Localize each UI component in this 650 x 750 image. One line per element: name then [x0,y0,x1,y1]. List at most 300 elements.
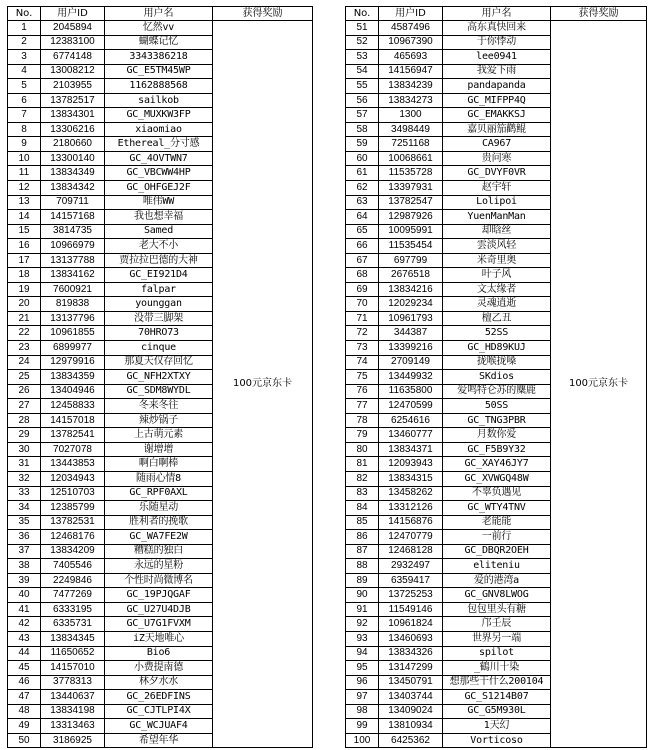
row-number: 94 [346,646,379,661]
row-number: 26 [8,384,41,399]
user-id-cell: 12385799 [41,501,105,516]
row-number: 38 [8,559,41,574]
row-number: 27 [8,399,41,414]
row-number: 85 [346,515,379,530]
user-id-cell: 13312126 [379,501,443,516]
username-cell: pandapanda [443,79,551,94]
row-number: 40 [8,588,41,603]
username-cell: Lolipoi [443,195,551,210]
row-number: 66 [346,239,379,254]
username-cell: 拢喉拢嗓 [443,355,551,370]
row-number: 50 [8,733,41,748]
username-cell: younggan [105,297,213,312]
user-id-cell: 13834239 [379,79,443,94]
username-cell: 叶子风 [443,268,551,283]
user-id-cell: 10095991 [379,224,443,239]
username-cell: GC_19PJQGAF [105,588,213,603]
row-number: 48 [8,704,41,719]
username-cell: 邝壬辰 [443,617,551,632]
row-number: 91 [346,602,379,617]
user-id-cell: 14156876 [379,515,443,530]
header-no: No. [8,7,41,21]
user-id-cell: 13440637 [41,690,105,705]
table-body [8,21,313,748]
username-cell: GC_F5B9Y32 [443,442,551,457]
user-id-cell: 7477269 [41,588,105,603]
username-cell: 贾拉拉巴德的大神 [105,253,213,268]
username-cell: xiaomiao [105,122,213,137]
row-number: 62 [346,181,379,196]
username-cell: 永远的星粉 [105,559,213,574]
table-body [346,21,647,748]
username-cell: GC_MUXKW3FP [105,108,213,123]
user-id-cell: 10961824 [379,617,443,632]
username-cell: GC_U27U4DJB [105,602,213,617]
user-id-cell: 12383100 [41,35,105,50]
username-cell: 3343386218 [105,50,213,65]
username-cell: 糟糕的独白 [105,544,213,559]
row-number: 74 [346,355,379,370]
row-number: 73 [346,341,379,356]
username-cell: 老大不小 [105,239,213,254]
user-id-cell: 709711 [41,195,105,210]
header-user-id: 用户ID [41,7,105,21]
username-cell: 高东真快回来 [443,21,551,36]
user-id-cell: 13782517 [41,93,105,108]
user-id-cell: 13834273 [379,93,443,108]
row-number: 49 [8,719,41,734]
user-id-cell: 13834216 [379,282,443,297]
header-username: 用户名 [105,7,213,21]
username-cell: iZ天地唯心 [105,631,213,646]
row-number: 51 [346,21,379,36]
row-number: 10 [8,151,41,166]
row-number: 41 [8,602,41,617]
username-cell: 米奇里奥 [443,253,551,268]
username-cell: 赵宇轩 [443,181,551,196]
user-id-cell: 7600921 [41,282,105,297]
row-number: 12 [8,181,41,196]
user-id-cell: 3498449 [379,122,443,137]
username-cell: GC_MIFPP4Q [443,93,551,108]
user-id-cell: 6359417 [379,573,443,588]
username-cell: 檀乙丑 [443,311,551,326]
row-number: 76 [346,384,379,399]
username-cell: 忆然vv [105,21,213,36]
user-id-cell: 3186925 [41,733,105,748]
user-id-cell: 13834326 [379,646,443,661]
row-number: 33 [8,486,41,501]
username-cell: 个性时尚微博名 [105,573,213,588]
row-number: 39 [8,573,41,588]
user-id-cell: 6333195 [41,602,105,617]
username-cell: 灵魂逍逝 [443,297,551,312]
user-id-cell: 13137796 [41,311,105,326]
user-id-cell: 14157168 [41,210,105,225]
user-id-cell: 14157018 [41,413,105,428]
row-number: 59 [346,137,379,152]
header-prize: 获得奖励 [551,7,647,21]
username-cell: GC_GNV8LWOG [443,588,551,603]
row-number: 4 [8,64,41,79]
username-cell: 嘉贝丽笳鹳鲲 [443,122,551,137]
user-id-cell: 819838 [41,297,105,312]
row-number: 92 [346,617,379,632]
username-cell: GC_OHFGEJ2F [105,181,213,196]
row-number: 30 [8,442,41,457]
row-number: 9 [8,137,41,152]
username-cell: 啊白啊棒 [105,457,213,472]
row-number: 75 [346,370,379,385]
username-cell: 1162888568 [105,79,213,94]
row-number: 100 [346,733,379,748]
username-cell: 冬来冬往 [105,399,213,414]
header-prize: 获得奖励 [213,7,313,21]
row-number: 68 [346,268,379,283]
username-cell: 1天幻 [443,719,551,734]
username-cell: GC_U7G1FVXM [105,617,213,632]
username-cell: 却晗丝 [443,224,551,239]
username-cell: 那夏天仅存回忆 [105,355,213,370]
user-id-cell: 2709149 [379,355,443,370]
username-cell: 包包里头有糖 [443,602,551,617]
username-cell: GC_26EDFINS [105,690,213,705]
user-id-cell: 13834315 [379,471,443,486]
user-id-cell: 344387 [379,326,443,341]
row-number: 20 [8,297,41,312]
username-cell: 想那些干什么200104 [443,675,551,690]
row-number: 54 [346,64,379,79]
user-id-cell: 11535728 [379,166,443,181]
username-cell: GC_SDM8WYDL [105,384,213,399]
user-id-cell: 12979916 [41,355,105,370]
username-cell: 50SS [443,399,551,414]
username-cell: GC_CJTLPI4X [105,704,213,719]
user-id-cell: 3814735 [41,224,105,239]
user-id-cell: 2932497 [379,559,443,574]
row-number: 86 [346,530,379,545]
username-cell: 随雨心情8 [105,471,213,486]
row-number: 7 [8,108,41,123]
username-cell: _鶴川十染 [443,661,551,676]
user-id-cell: 12470599 [379,399,443,414]
row-number: 61 [346,166,379,181]
username-cell: 上古萌元素 [105,428,213,443]
user-id-cell: 13404946 [41,384,105,399]
row-number: 60 [346,151,379,166]
user-id-cell: 2045894 [41,21,105,36]
user-id-cell: 4587496 [379,21,443,36]
row-number: 32 [8,471,41,486]
user-id-cell: 11549146 [379,602,443,617]
row-number: 21 [8,311,41,326]
row-number: 6 [8,93,41,108]
username-cell: 月数你爱 [443,428,551,443]
user-id-cell: 2676518 [379,268,443,283]
row-number: 95 [346,661,379,676]
prize-cell: 100元京东卡 [213,21,313,748]
row-number: 44 [8,646,41,661]
username-cell: Bio6 [105,646,213,661]
username-cell: 爱鸣特仑苏的麋鹿 [443,384,551,399]
row-number: 8 [8,122,41,137]
username-cell: 没带三脚架 [105,311,213,326]
user-id-cell: 11650652 [41,646,105,661]
row-number: 3 [8,50,41,65]
username-cell: 雲淡风轻 [443,239,551,254]
row-number: 11 [8,166,41,181]
username-cell: GC_WCJUAF4 [105,719,213,734]
user-id-cell: 13147299 [379,661,443,676]
user-id-cell: 13725253 [379,588,443,603]
row-number: 79 [346,428,379,443]
username-cell: spilot [443,646,551,661]
row-number: 1 [8,21,41,36]
row-number: 14 [8,210,41,225]
user-id-cell: 13834209 [41,544,105,559]
row-number: 29 [8,428,41,443]
user-id-cell: 13834162 [41,268,105,283]
row-number: 97 [346,690,379,705]
user-id-cell: 13137788 [41,253,105,268]
row-number: 19 [8,282,41,297]
user-id-cell: 13403744 [379,690,443,705]
username-cell: GC_RPF0AXL [105,486,213,501]
user-id-cell: 13782547 [379,195,443,210]
row-number: 55 [346,79,379,94]
row-number: 98 [346,704,379,719]
user-id-cell: 14156947 [379,64,443,79]
user-id-cell: 6425362 [379,733,443,748]
user-id-cell: 2249846 [41,573,105,588]
username-cell: Samed [105,224,213,239]
username-cell: GC_E5TM45WP [105,64,213,79]
username-cell: Vorticoso [443,733,551,748]
username-cell: GC_DBQR2OEH [443,544,551,559]
row-number: 37 [8,544,41,559]
user-id-cell: 6335731 [41,617,105,632]
user-id-cell: 2180660 [41,137,105,152]
row-number: 64 [346,210,379,225]
user-id-cell: 13397931 [379,181,443,196]
row-number: 52 [346,35,379,50]
user-id-cell: 13460693 [379,631,443,646]
username-cell: 谢增增 [105,442,213,457]
username-cell: GC_NFH2XTXY [105,370,213,385]
row-number: 65 [346,224,379,239]
username-cell: falpar [105,282,213,297]
username-cell: GC_EI921D4 [105,268,213,283]
user-id-cell: 10961855 [41,326,105,341]
username-cell: GC_S1214B07 [443,690,551,705]
user-id-cell: 2103955 [41,79,105,94]
user-id-cell: 12029234 [379,297,443,312]
row-number: 23 [8,341,41,356]
header-no: No. [346,7,379,21]
row-number: 5 [8,79,41,94]
user-id-cell: 1300 [379,108,443,123]
user-id-cell: 13834345 [41,631,105,646]
user-id-cell: 13834198 [41,704,105,719]
user-id-cell: 12093943 [379,457,443,472]
user-id-cell: 12470779 [379,530,443,545]
username-cell: 爱的港湾a [443,573,551,588]
user-id-cell: 465693 [379,50,443,65]
username-cell: GC_XVWGQ48W [443,471,551,486]
row-number: 87 [346,544,379,559]
username-cell: GC_HD89KUJ [443,341,551,356]
user-id-cell: 13008212 [41,64,105,79]
row-number: 63 [346,195,379,210]
user-id-cell: 13834301 [41,108,105,123]
row-number: 82 [346,471,379,486]
row-number: 18 [8,268,41,283]
username-cell: 辣炒锅子 [105,413,213,428]
table-header-row [8,7,313,21]
row-number: 89 [346,573,379,588]
row-number: 22 [8,326,41,341]
user-id-cell: 13313463 [41,719,105,734]
row-number: 78 [346,413,379,428]
username-cell: lee0941 [443,50,551,65]
username-cell: GC_WA7FE2W [105,530,213,545]
username-cell: GC_XAY46JY7 [443,457,551,472]
winners-table-left [7,6,313,748]
row-number: 15 [8,224,41,239]
row-number: 47 [8,690,41,705]
user-id-cell: 10068661 [379,151,443,166]
winners-table-right [345,6,647,748]
prize-cell: 100元京东卡 [551,21,647,748]
row-number: 16 [8,239,41,254]
username-cell: Ethereal_分寸感 [105,137,213,152]
row-number: 42 [8,617,41,632]
row-number: 13 [8,195,41,210]
row-number: 45 [8,661,41,676]
user-id-cell: 13409024 [379,704,443,719]
row-number: 46 [8,675,41,690]
row-number: 35 [8,515,41,530]
row-number: 57 [346,108,379,123]
username-cell: 胜利者的挽歌 [105,515,213,530]
table-row [346,21,647,36]
username-cell: sailkob [105,93,213,108]
row-number: 72 [346,326,379,341]
username-cell: 我爱下雨 [443,64,551,79]
user-id-cell: 11535454 [379,239,443,254]
user-id-cell: 13834349 [41,166,105,181]
row-number: 31 [8,457,41,472]
row-number: 84 [346,501,379,516]
username-cell: CA967 [443,137,551,152]
user-id-cell: 7251168 [379,137,443,152]
user-id-cell: 13449932 [379,370,443,385]
username-cell: eliteniu [443,559,551,574]
username-cell: GC_TNG3PBR [443,413,551,428]
user-id-cell: 13450791 [379,675,443,690]
user-id-cell: 6774148 [41,50,105,65]
username-cell: SKdios [443,370,551,385]
user-id-cell: 13460777 [379,428,443,443]
username-cell: 唯伟WW [105,195,213,210]
user-id-cell: 6254616 [379,413,443,428]
user-id-cell: 13834342 [41,181,105,196]
user-id-cell: 14157010 [41,661,105,676]
username-cell: 乐随星动 [105,501,213,516]
user-id-cell: 13782531 [41,515,105,530]
username-cell: 蝴蝶记忆 [105,35,213,50]
user-id-cell: 13834359 [41,370,105,385]
user-id-cell: 12034943 [41,471,105,486]
user-id-cell: 13399216 [379,341,443,356]
row-number: 96 [346,675,379,690]
username-cell: GC_EMAKKSJ [443,108,551,123]
row-number: 90 [346,588,379,603]
user-id-cell: 13810934 [379,719,443,734]
username-cell: 小费提南德 [105,661,213,676]
username-cell: 林夕水水 [105,675,213,690]
user-id-cell: 13306216 [41,122,105,137]
row-number: 34 [8,501,41,516]
row-number: 56 [346,93,379,108]
username-cell: 我也想幸福 [105,210,213,225]
row-number: 70 [346,297,379,312]
user-id-cell: 12458833 [41,399,105,414]
user-id-cell: 12468176 [41,530,105,545]
user-id-cell: 697799 [379,253,443,268]
user-id-cell: 11635800 [379,384,443,399]
user-id-cell: 10966979 [41,239,105,254]
row-number: 93 [346,631,379,646]
username-cell: 52SS [443,326,551,341]
username-cell: 于你悸动 [443,35,551,50]
username-cell: GC_G5M930L [443,704,551,719]
row-number: 99 [346,719,379,734]
username-cell: 70HRO73 [105,326,213,341]
username-cell: cinque [105,341,213,356]
username-cell: 不辜负遇见 [443,486,551,501]
row-number: 25 [8,370,41,385]
row-number: 53 [346,50,379,65]
username-cell: 希望年华 [105,733,213,748]
row-number: 28 [8,413,41,428]
user-id-cell: 12510703 [41,486,105,501]
user-id-cell: 12987926 [379,210,443,225]
row-number: 83 [346,486,379,501]
username-cell: 一前行 [443,530,551,545]
user-id-cell: 13458262 [379,486,443,501]
user-id-cell: 3778313 [41,675,105,690]
user-id-cell: 6899977 [41,341,105,356]
user-id-cell: 10967390 [379,35,443,50]
row-number: 88 [346,559,379,574]
row-number: 80 [346,442,379,457]
row-number: 43 [8,631,41,646]
username-cell: 世界另一端 [443,631,551,646]
username-cell: GC_VBCWW4HP [105,166,213,181]
row-number: 58 [346,122,379,137]
table-header-row [346,7,647,21]
row-number: 24 [8,355,41,370]
username-cell: 老能能 [443,515,551,530]
username-cell: 贵问寒 [443,151,551,166]
user-id-cell: 12468128 [379,544,443,559]
row-number: 81 [346,457,379,472]
user-id-cell: 10961793 [379,311,443,326]
username-cell: GC_4OVTWN7 [105,151,213,166]
row-number: 71 [346,311,379,326]
table-row [8,21,313,36]
